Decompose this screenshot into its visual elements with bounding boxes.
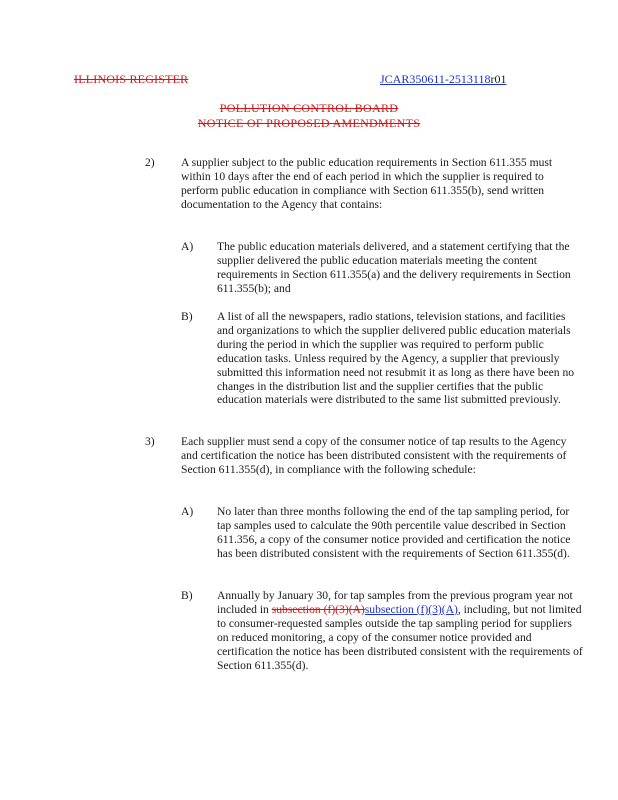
jcar-number: JCAR350611-2513118	[380, 72, 491, 86]
jcar-suffix: r01	[490, 72, 507, 86]
item-3b-text	[217, 589, 583, 672]
item-2a-label: A)	[181, 240, 194, 253]
item-2-number: 2)	[145, 156, 155, 169]
notice-title: NOTICE OF PROPOSED AMENDMENTS	[197, 116, 421, 130]
item-2b-text: A list of all the newspapers, radio stations, television stations, and facilities and organizations to which the supplier delivered public education materials during the period in which the supplier was required to perform public education tasks. Unless required by the Agency, a supplier that previously submitted this information need not resubmit it as long as there have been no changes in the distribution list and the supplier certifies that the public education materials were distributed to the same list submitted previously.	[217, 310, 575, 407]
inserted-subsection-ref: subsection (f)(3)(A)	[364, 602, 458, 616]
jcar-reference	[380, 72, 506, 87]
agency-title: POLLUTION CONTROL BOARD	[219, 101, 399, 115]
item-2a-text: The public education materials delivered, and a statement certifying that the supplier delivered the public education materials meeting the content requirements in Section 611.355(a) and the delivery requirements in Section 611.355(b); and	[217, 240, 571, 295]
item-2-text: A supplier subject to the public education requirements in Section 611.355 must within 10 days after the end of each period in which the supplier is required to perform public education in compliance with Section 611.355(b), send written documentation to the Agency that contains:	[181, 156, 553, 211]
register-header: ILLINOIS REGISTER	[74, 72, 189, 86]
item-3a-label: A)	[181, 505, 194, 518]
item-3b-label: B)	[181, 589, 193, 602]
item-3-text: Each supplier must send a copy of the consumer notice of tap results to the Agency and certification the notice has been distributed consistent with the requirements of Section 611.355(d), in compliance with the following schedule:	[181, 435, 567, 476]
item-2b-label: B)	[181, 310, 193, 323]
item-3-number: 3)	[145, 435, 155, 448]
item-3b-text-before: Annually by January 30, for tap samples from the previous program year not included in	[217, 589, 573, 616]
item-3a-text: No later than three months following the end of the tap sampling period, for tap samples used to calculate the 90th percentile value described in Section 611.356, a copy of the consumer notice provided and certification the notice has been distributed consistent with the requirements of Section 611.355(d).	[217, 505, 571, 560]
item-3b-text-after: , including, but not limited to consumer-requested samples outside the tap sampling period for suppliers on reduced monitoring, a copy of the consumer notice provided and certification the notice has been distributed consistent with the requirements of Section 611.355(d).	[217, 602, 583, 672]
deleted-subsection-ref: subsection (f)(3)(A)	[271, 602, 365, 616]
